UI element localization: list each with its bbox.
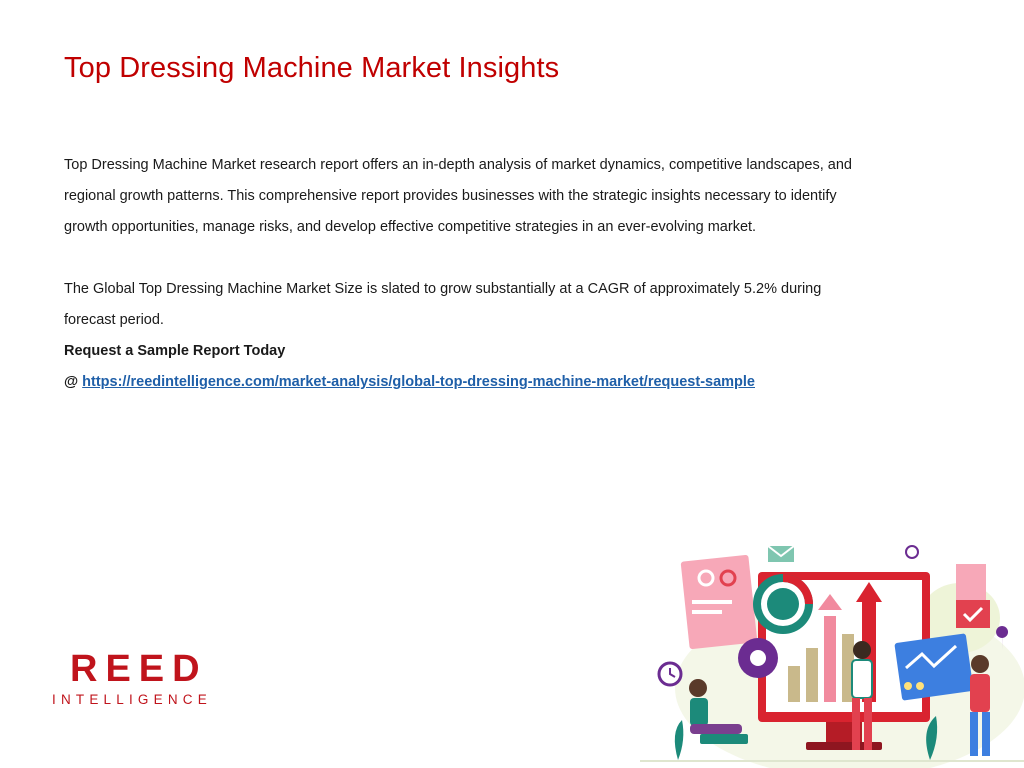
cagr-line-2: forecast period. — [64, 312, 164, 328]
page-title: Top Dressing Machine Market Insights — [64, 52, 560, 84]
sheet-line — [692, 600, 732, 604]
card-dot — [904, 682, 912, 690]
bar-3 — [824, 616, 836, 702]
plus-icon — [906, 546, 918, 558]
logo-name: REED — [70, 648, 208, 690]
intro-paragraph — [64, 150, 934, 243]
intro-line-2: regional growth patterns. This comprehensive report provides businesses with the strategic insights necessary to identify — [64, 188, 837, 204]
checked-document-icon — [956, 600, 990, 628]
cagr-paragraph — [64, 274, 934, 336]
ground-line — [640, 760, 1024, 762]
cta-line — [64, 367, 934, 398]
sheet-line — [692, 610, 722, 614]
bar-1 — [788, 666, 800, 702]
card-dot — [916, 682, 924, 690]
intro-line-1: Top Dressing Machine Market research report offers an in-depth analysis of market dynamics, competitive landscapes, and — [64, 157, 852, 173]
body-text — [64, 150, 934, 398]
donut-chart-inner — [767, 588, 799, 620]
gear-hole — [750, 650, 766, 666]
market-analysis-illustration — [640, 538, 1024, 768]
logo-subtitle: INTELLIGENCE — [52, 692, 212, 707]
sample-request-link[interactable]: https://reedintelligence.com/market-analysis/global-top-dressing-machine-market/request-sample — [82, 374, 755, 390]
cta-prefix: @ — [64, 374, 83, 390]
reed-intelligence-logo — [52, 650, 217, 707]
document-icon — [956, 564, 986, 600]
intro-line-3: growth opportunities, manage risks, and develop effective competitive strategies in an ever-evolving market. — [64, 219, 757, 235]
cta-label: Request a Sample Report Today — [64, 343, 286, 359]
bar-2 — [806, 648, 818, 702]
plant-leaf — [675, 720, 684, 760]
cagr-line-1: The Global Top Dressing Machine Market Size is slated to grow substantially at a CAGR of approximately 5.2% during — [64, 281, 822, 297]
